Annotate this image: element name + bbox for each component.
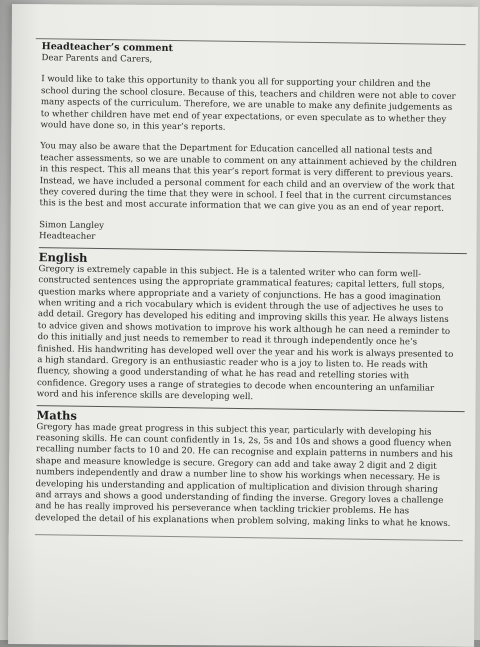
signature-name: Simon Langley [39,220,105,231]
english-comment: Gregory is extremely capable in this subject. He is a talented writer who can form well-constructed sentences using the appropriate grammatical features; capital letters, full stops, question marks where appropriate and a variety of conjunctions. He has a good imagination when writing and a rich vocabulary which is evident through the use of adjectives he uses to add detail. Gregory has developed his editing and improving skills this year. He always listens to advice given and shows motivation to improve his work although he can need a reminder to do this initially and just needs to remember to read it through independently once he’s finished. His handwriting has developed well over the year and his work is always presented to a high standard. Gregory is an enthusiastic reader who is a joy to listen to. He reads with fluency, showing a good understanding of what he has read and retelling stories with confidence. Gregory uses a range of strategies to decode when encountering an unfamiliar word and his inference skills are developing well. [36,263,454,403]
maths-comment: Gregory has made great progress in this subject this year, particularly with developing his reasoning skills. He can count confidently in 1s, 2s, 5s and 10s and shows a good fluency when recalling number facts to 10 and 20. He can recognise and explain patterns in numbers and his shape and measure knowledge is secure. Gregory can add and take away 2 digit and 2 digit numbers independently and draw a number line to show his workings when necessary. He is developing his understanding and application of multiplication and division through sharing and arrays and shows a good understanding of finding the inverse. Gregory loves a challenge and he has really improved his perseverance when tackling trickier problems. He has developed the detail of his explanations when problem solving, making links to what he knows. [35,421,453,529]
bottom-rule [35,534,463,541]
headteacher-paragraph-2: You may also be aware that the Department for Education cancelled all national tests and teacher assessments, so we are unable to comment on any attainment achieved by the children in this respect. This all means that this year’s report format is very different to previous years. [39,141,457,181]
report-content [35,38,460,541]
report-page [8,4,478,647]
maths-section [35,408,455,530]
paper-shadow [8,534,475,647]
english-section [37,250,457,407]
maths-heading: Maths [36,407,77,423]
headteacher-paragraph-1: I would like to take this opportunity to thank you all for supporting your children and the school during the school closure. Because of this, teachers and children were not able to cover many aspects of the curriculum. Therefore, we are unable to make any definite judgements as to whether children have met end of year expectations, or even speculate as to whether they would have done so, in this year’s reports. [40,74,456,133]
english-heading: English [38,249,88,265]
headteacher-paragraph-3: Instead, we have included a personal comment for each child and an overview of the work that they covered during the time that they were in school. I feel that in the current circumstances this is the best and most accurate information that we can give you as an end of year report. [39,175,455,215]
greeting: Dear Parents and Carers, [41,53,153,65]
headteacher-comment-heading: Headteacher’s comment [41,41,174,55]
signature-title: Headteacher [38,231,96,243]
headteacher-comment-section [39,41,460,249]
